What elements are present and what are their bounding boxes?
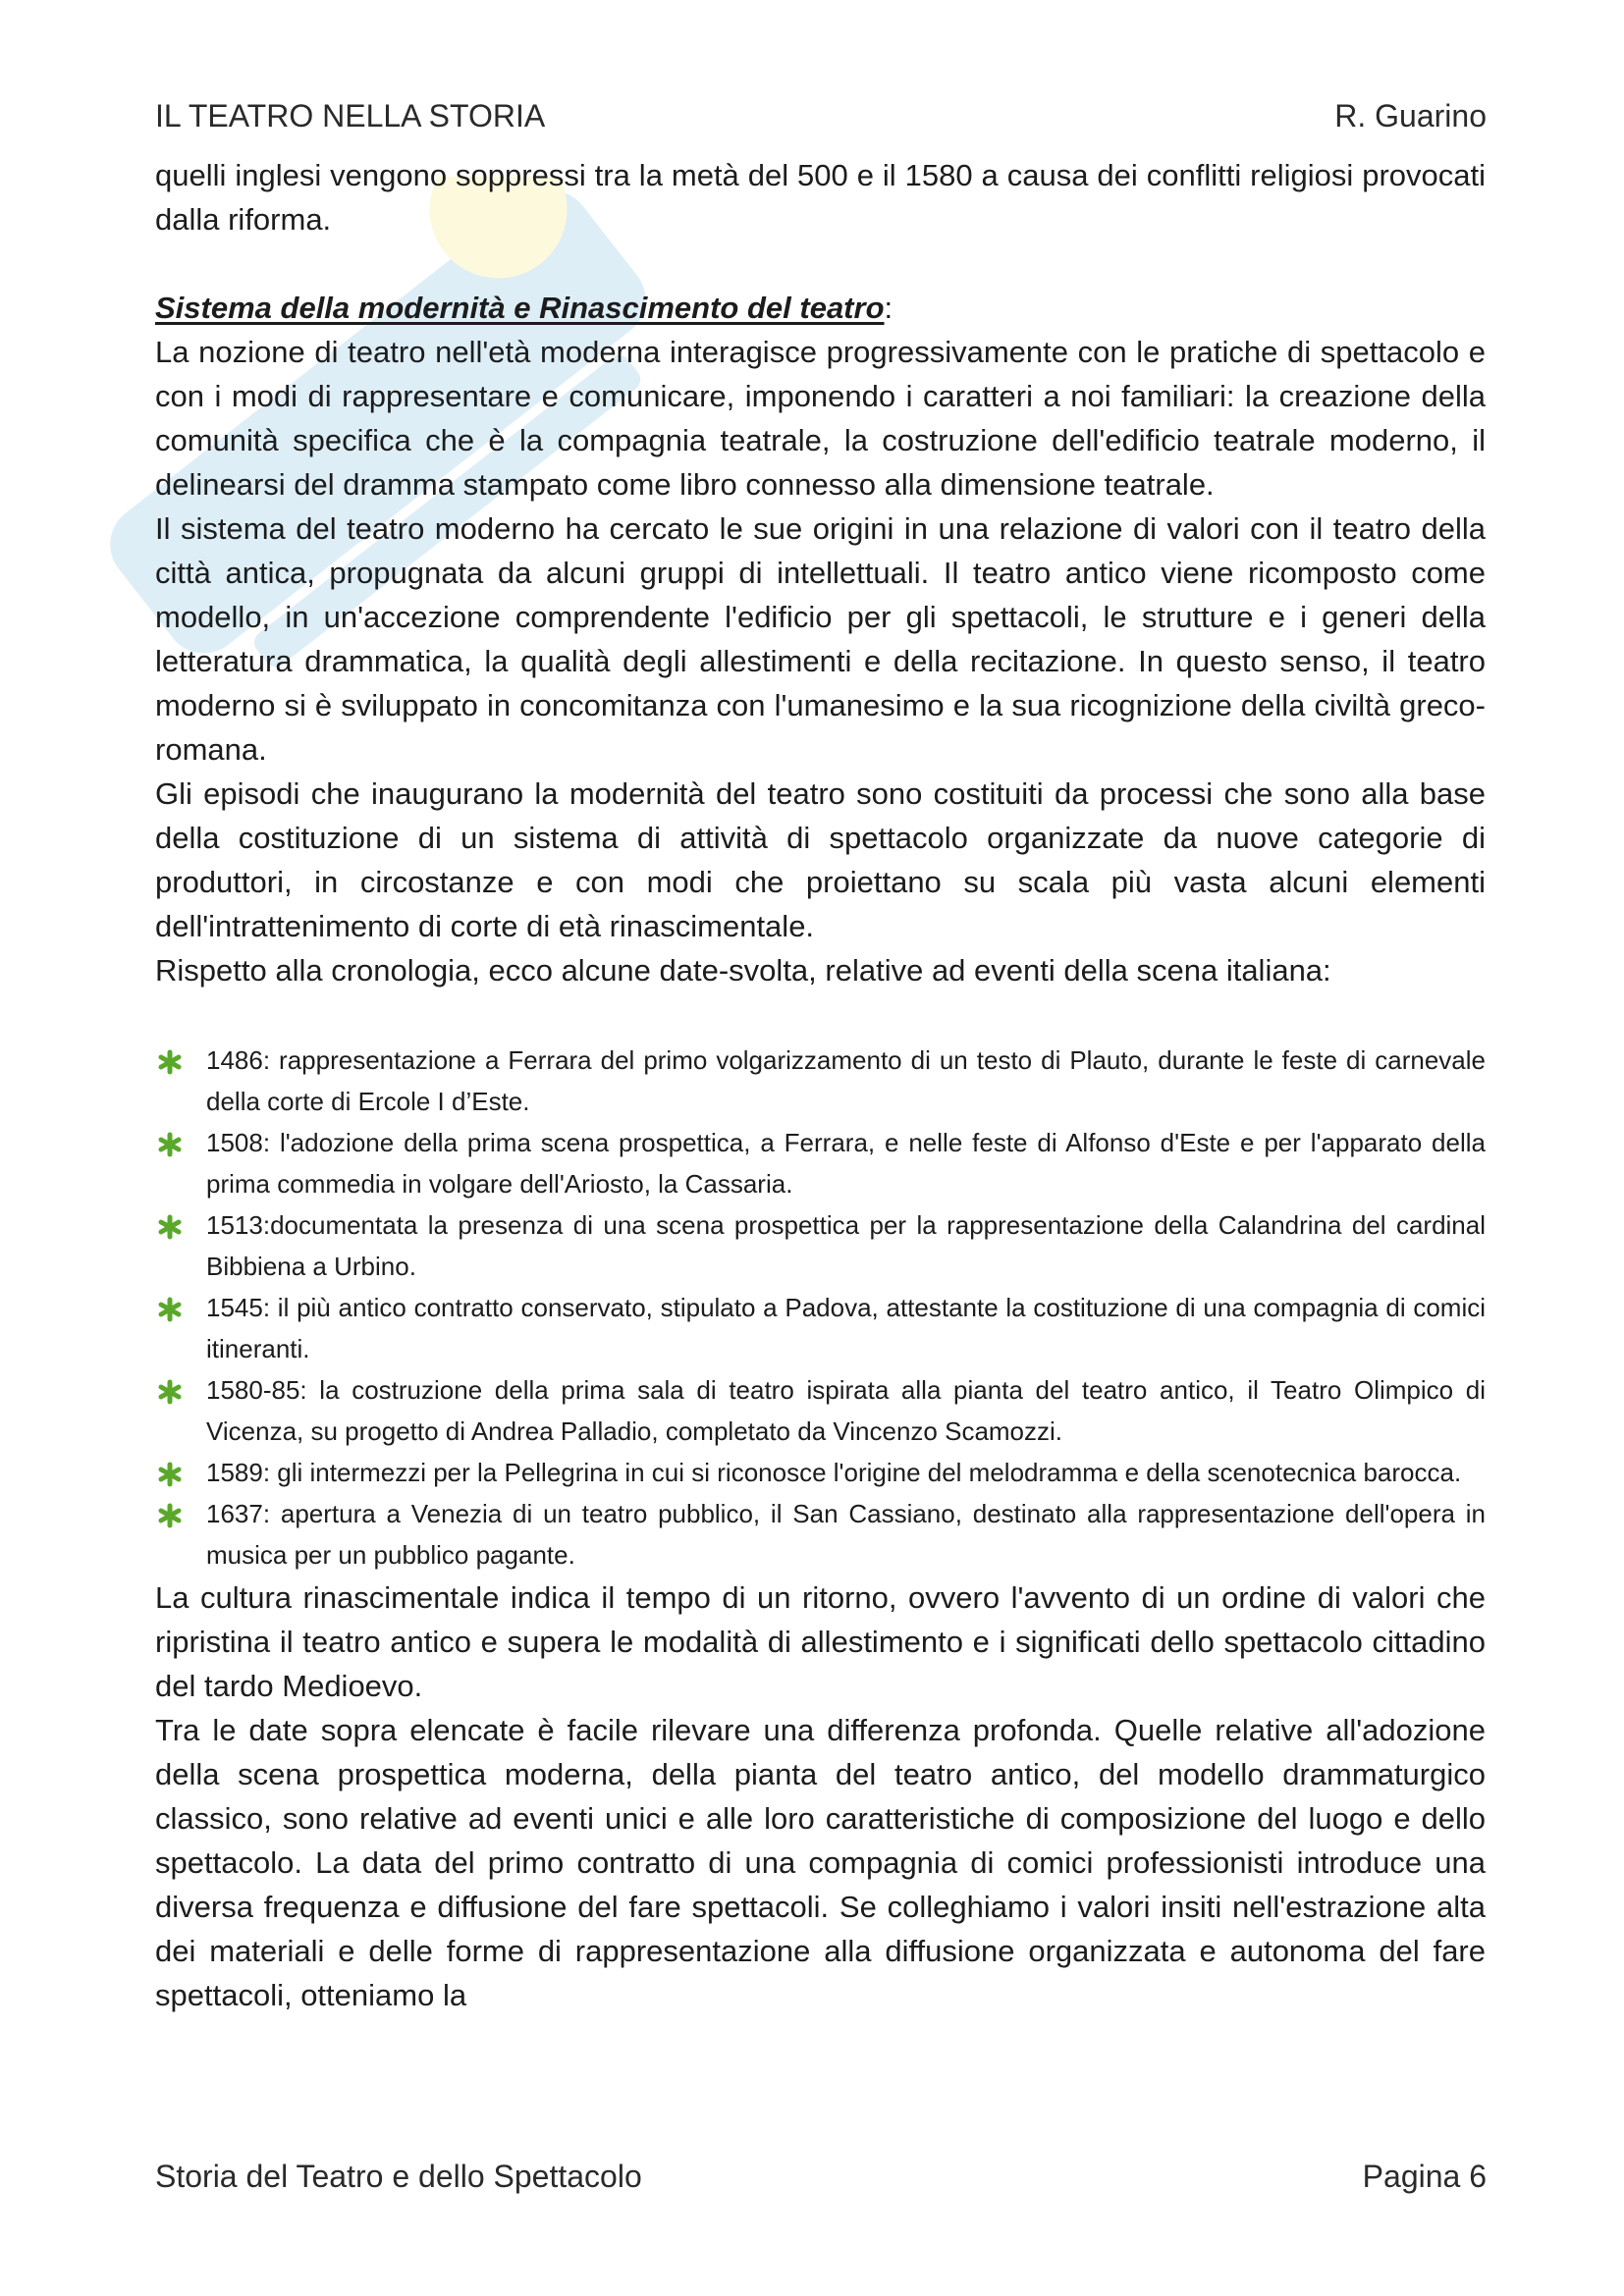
asterisk-bullet-icon bbox=[157, 1049, 183, 1075]
list-item-text: 1637: apertura a Venezia di un teatro pubblico, il San Cassiano, destinato alla rappresentazione dell'opera in musica per un pubblico pagante. bbox=[206, 1499, 1486, 1570]
page-header bbox=[155, 96, 1487, 135]
list-item-text: 1580-85: la costruzione della prima sala di teatro ispirata alla pianta del teatro antico, il Teatro Olimpico di Vicenza, su progetto di Andrea Palladio, completato da Vincenzo Scamozzi. bbox=[206, 1375, 1486, 1446]
page-body bbox=[155, 153, 1486, 2017]
list-item bbox=[155, 1369, 1486, 1452]
list-item-text: 1486: rappresentazione a Ferrara del primo volgarizzamento di un testo di Plauto, durante le feste di carnevale della corte di Ercole I d’Este. bbox=[206, 1045, 1486, 1116]
spacer bbox=[155, 241, 1486, 286]
section-heading: Sistema della modernità e Rinascimento del teatro bbox=[155, 291, 885, 325]
paragraph-6: Tra le date sopra elencate è facile rilevare una differenza profonda. Quelle relative all'adozione della scena prospettica moderna, della pianta del teatro antico, del modello drammaturgico classico, sono relative ad eventi unici e alle loro caratteristiche di composizione del luogo e dello spettacolo. La data del primo contratto di una compagnia di comici professionisti introduce una diversa frequenza e diffusione del fare spettacoli. Se colleghiamo i valori insiti nell'estrazione alta dei materiali e delle forme di rappresentazione alla diffusione organizzata e autonoma del fare spettacoli, otteniamo la bbox=[155, 1713, 1486, 2012]
footer-title: Storia del Teatro e dello Spettacolo bbox=[155, 2159, 642, 2194]
header-title: IL TEATRO NELLA STORIA bbox=[155, 98, 546, 133]
paragraph-2: Il sistema del teatro moderno ha cercato le sue origini in una relazione di valori con il teatro della città antica, propugnata da alcuni gruppi di intellettuali. Il teatro antico viene ricomposto come modello, in un'accezione comprendente l'edificio per gli spettacoli, le strutture e i generi della letteratura drammatica, la qualità degli allestimenti e della recitazione. In questo senso, il teatro moderno si è sviluppato in concomitanza con l'umanesimo e la sua ricognizione della civiltà greco-romana. bbox=[155, 511, 1486, 767]
asterisk-bullet-icon bbox=[157, 1462, 183, 1487]
asterisk-bullet-icon bbox=[157, 1214, 183, 1240]
section-heading-colon: : bbox=[884, 291, 893, 325]
paragraph-5: La cultura rinascimentale indica il tempo di un ritorno, ovvero l'avvento di un ordine di valori che ripristina il teatro antico e supera le modalità di allestimento e i significati dello spettacolo cittadino del tardo Medioevo. bbox=[155, 1580, 1486, 1703]
asterisk-bullet-icon bbox=[157, 1503, 183, 1528]
list-item-text: 1589: gli intermezzi per la Pellegrina in cui si riconosce l'origine del melodramma e della scenotecnica barocca. bbox=[206, 1458, 1462, 1487]
asterisk-bullet-icon bbox=[157, 1379, 183, 1405]
paragraph-1: La nozione di teatro nell'età moderna interagisce progressivamente con le pratiche di spettacolo e con i modi di rappresentare e comunicare, imponendo i caratteri a noi familiari: la creazione della comunità specifica che è la compagnia teatrale, la costruzione dell'edificio teatrale moderno, il delinearsi del dramma stampato come libro connesso alla dimensione teatrale. bbox=[155, 335, 1486, 502]
list-item bbox=[155, 1287, 1486, 1369]
list-item bbox=[155, 1040, 1486, 1122]
asterisk-bullet-icon bbox=[157, 1297, 183, 1322]
paragraph-4: Rispetto alla cronologia, ecco alcune date-svolta, relative ad eventi della scena italiana: bbox=[155, 953, 1331, 988]
list-item-text: 1508: l'adozione della prima scena prospettica, a Ferrara, e nelle feste di Alfonso d'Este e per l'apparato della prima commedia in volgare dell'Ariosto, la Cassaria. bbox=[206, 1128, 1486, 1199]
paragraph-3: Gli episodi che inaugurano la modernità del teatro sono costituiti da processi che sono alla base della costituzione di un sistema di attività di spettacolo organizzate da nuove categorie di produttori, in circostanze e con modi che proiettano su scala più vasta alcuni elementi dell'intrattenimento di corte di età rinascimentale. bbox=[155, 776, 1486, 943]
timeline-list bbox=[155, 1040, 1486, 1575]
list-item bbox=[155, 1493, 1486, 1575]
page-number: Pagina 6 bbox=[1362, 2159, 1487, 2194]
list-item-text: 1513:documentata la presenza di una scena prospettica per la rappresentazione della Calandrina del cardinal Bibbiena a Urbino. bbox=[206, 1210, 1486, 1281]
list-item bbox=[155, 1452, 1486, 1493]
section-heading-line bbox=[155, 286, 1486, 330]
list-item bbox=[155, 1204, 1486, 1287]
intro-paragraph: quelli inglesi vengono soppressi tra la metà del 500 e il 1580 a causa dei conflitti religiosi provocati dalla riforma. bbox=[155, 158, 1486, 237]
list-item-text: 1545: il più antico contratto conservato, stipulato a Padova, attestante la costituzione di una compagnia di comici itineranti. bbox=[206, 1293, 1486, 1363]
list-item bbox=[155, 1122, 1486, 1204]
asterisk-bullet-icon bbox=[157, 1132, 183, 1157]
page-footer bbox=[155, 2157, 1487, 2196]
header-author: R. Guarino bbox=[1334, 98, 1487, 133]
